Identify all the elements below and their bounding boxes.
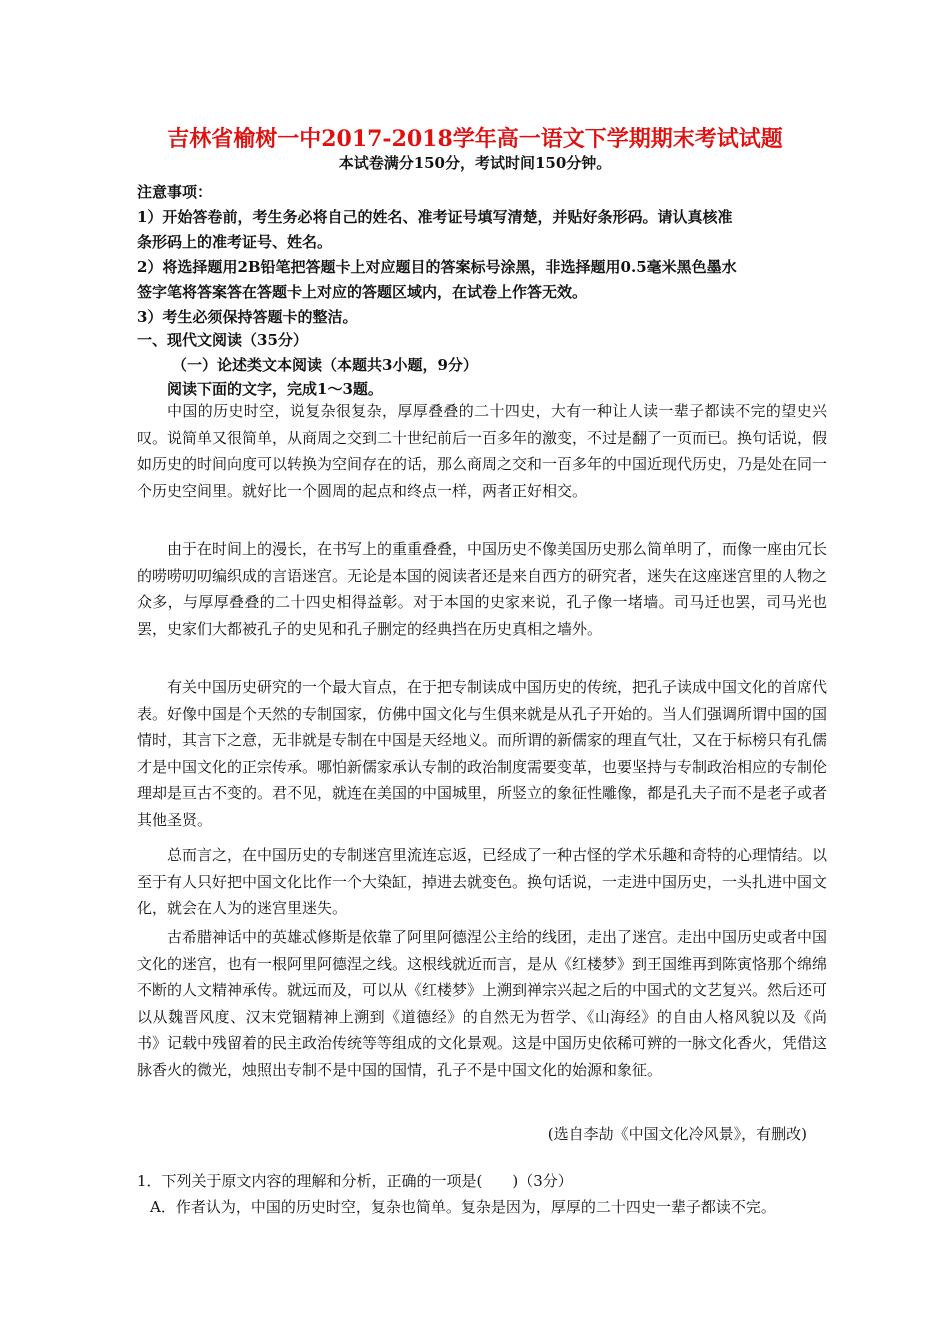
section-heading: 一、现代文阅读（35分） <box>137 331 308 349</box>
passage-paragraph-2: 由于在时间上的漫长，在书写上的重重叠叠，中国历史不像美国历史那么简单明了，而像一座由冗长的唠唠叨叨编织成的言语迷宫。无论是本国的阅读者还是来自西方的研究者，迷失在这座迷宫里的人物之众多，与厚厚叠叠的二十四史相得益彰。对于本国的史家来说，孔子像一堵墙。司马迁也罢，司马光也罢，史家们大都被孔子的史见和孔子删定的经典挡在历史真相之墙外。 <box>137 540 828 638</box>
passage-source: (选自李劼《中国文化冷风景》，有删改) <box>547 1125 807 1143</box>
note-3: 3）考生必须保持答题卡的整洁。 <box>137 308 358 326</box>
passage-paragraph-4: 总而言之，在中国历史的专制迷宫里流连忘返，已经成了一种古怪的学术乐趣和奇特的心理情结。以至于有人只好把中国文化比作一个大染缸，掉进去就变色。换句话说，一走进中国历史，一头扎进中国文化，就会在人为的迷宫里迷失。 <box>137 846 828 918</box>
subsection-heading: （一）论述类文本阅读（本题共3小题，9分） <box>172 356 478 374</box>
note-1-line-2: 条形码上的准考证号、姓名。 <box>137 233 333 251</box>
reading-instruction: 阅读下面的文字，完成1～3题。 <box>167 380 383 398</box>
exam-title: 吉林省榆树一中2017-2018学年高一语文下学期期末考试试题 <box>167 126 783 152</box>
question-1: 1．下列关于原文内容的理解和分析，正确的一项是( )（3分） <box>137 1172 573 1190</box>
notes-heading: 注意事项： <box>137 183 213 201</box>
exam-subtitle: 本试卷满分150分，考试时间150分钟。 <box>338 154 612 172</box>
note-1-line-1: 1）开始答卷前，考生务必将自己的姓名、准考证号填写清楚，并贴好条形码。请认真核准 <box>137 208 733 226</box>
question-1-option-a: A．作者认为，中国的历史时空，复杂也简单。复杂是因为，厚厚的二十四史一辈子都读不完。 <box>150 1198 776 1216</box>
passage-paragraph-5: 古希腊神话中的英雄忒修斯是依靠了阿里阿德涅公主给的线团，走出了迷宫。走出中国历史或者中国文化的迷宫，也有一根阿里阿德涅之线。这根线就近而言，是从《红楼梦》到王国维再到陈寅恪那个绵绵不断的人文精神承传。就远而及，可以从《红楼梦》上溯到禅宗兴起之后的中国式的文艺复兴。然后还可以从魏晋风度、汉末党锢精神上溯到《道德经》的自然无为哲学、《山海经》的自由人格风貌以及《尚书》记载中残留着的民主政治传统等等组成的文化景观。这是中国历史依稀可辨的一脉文化香火，凭借这脉香火的微光，烛照出专制不是中国的国情，孔子不是中国文化的始源和象征。 <box>137 928 828 1079</box>
note-2-line-1: 2）将选择题用2B铅笔把答题卡上对应题目的答案标号涂黑，非选择题用0.5毫米黑色墨水 <box>137 258 737 276</box>
passage-paragraph-1: 中国的历史时空，说复杂很复杂，厚厚叠叠的二十四史，大有一种让人读一辈子都读不完的望史兴叹。说简单又很简单，从商周之交到二十世纪前后一百多年的激变，不过是翻了一页而已。换句话说，假如历史的时间向度可以转换为空间存在的话，那么商周之交和一百多年的中国近现代历史，乃是处在同一个历史空间里。就好比一个圆周的起点和终点一样，两者正好相交。 <box>137 402 828 500</box>
passage-paragraph-3: 有关中国历史研究的一个最大盲点，在于把专制读成中国历史的传统，把孔子读成中国文化的首席代表。好像中国是个天然的专制国家，仿佛中国文化与生俱来就是从孔子开始的。当人们强调所谓中国的国情时，其言下之意，无非就是专制在中国是天经地义。而所谓的新儒家的理直气壮，又在于标榜只有孔儒才是中国文化的正宗传承。哪怕新儒家承认专制的政治制度需要变革，也要坚持与专制政治相应的专制伦理却是亘古不变的。君不见，就连在美国的中国城里，所竖立的象征性雕像，都是孔夫子而不是老子或者其他圣贤。 <box>137 678 828 829</box>
note-2-line-2: 签字笔将答案答在答题卡上对应的答题区域内，在试卷上作答无效。 <box>137 283 588 301</box>
